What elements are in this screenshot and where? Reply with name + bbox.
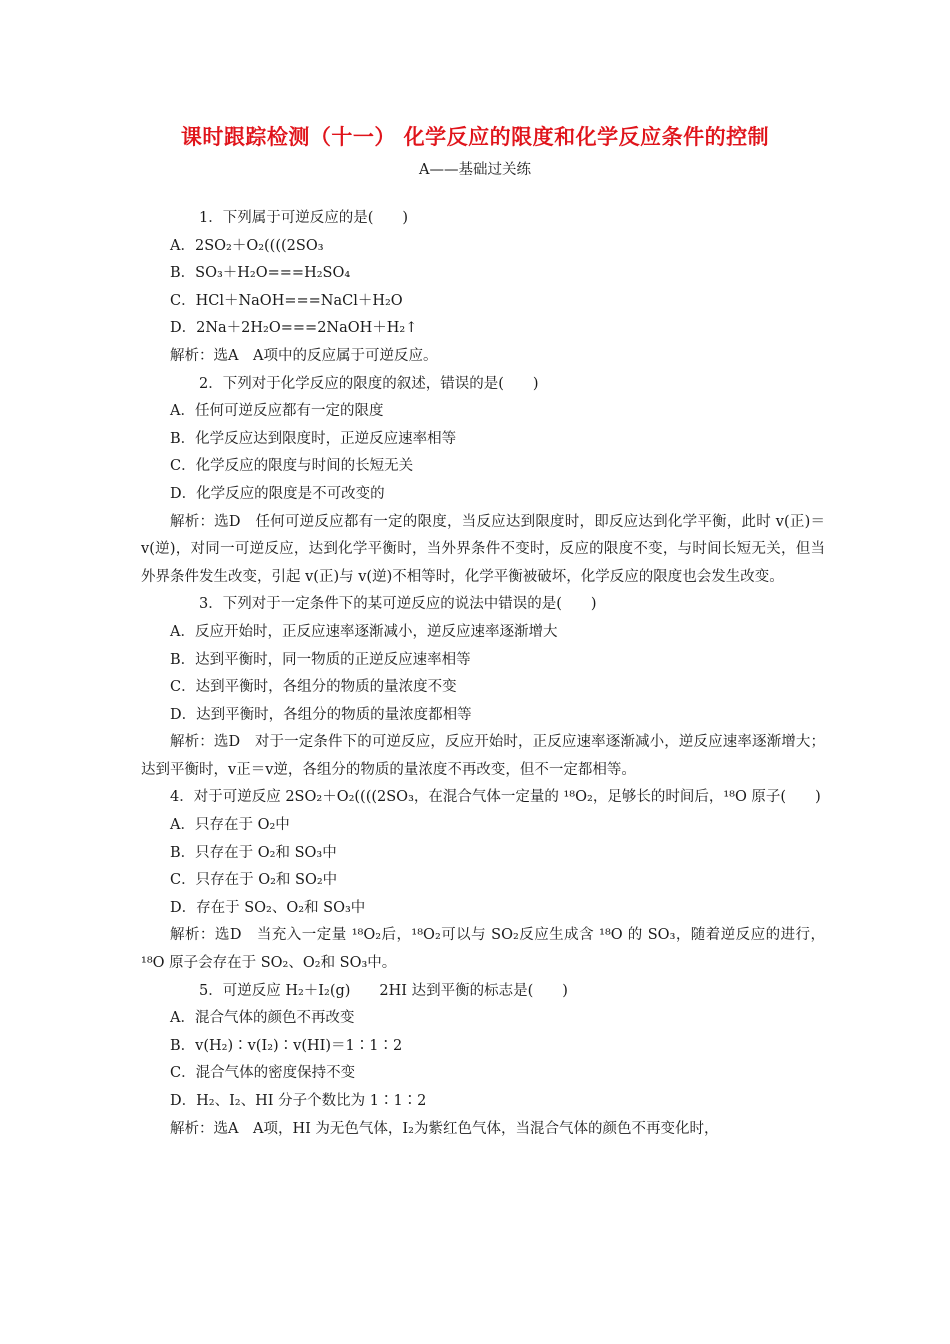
question-list [141, 205, 825, 1143]
question-2-option-a: A．任何可逆反应都有一定的限度 [170, 403, 384, 420]
question-2-stem: 2．下列对于化学反应的限度的叙述，错误的是( ) [199, 375, 539, 392]
question-4-stem: 4．对于可逆反应 2SO₂＋O₂((((2SO₃，在混合气体一定量的 ¹⁸O₂，足够长的时间后，¹⁸O 原子( ) [170, 789, 821, 806]
question-4-option-c: C．只存在于 O₂和 SO₂中 [170, 872, 338, 889]
question-2-analysis: 解析：选D 任何可逆反应都有一定的限度，当反应达到限度时，即反应达到化学平衡，此时 v(正)＝v(逆)，对同一可逆反应，达到化学平衡时，当外界条件不变时，反应的限度不变，与时间长短无关，但当外界条件发生改变，引起 v(正)与 v(逆)不相等时，化学平衡被破坏，化学反应的限度也会发生改变。 [141, 513, 825, 585]
question-2-option-c: C．化学反应的限度与时间的长短无关 [170, 458, 414, 475]
question-3-analysis: 解析：选D 对于一定条件下的可逆反应，反应开始时，正反应速率逐渐减小，逆反应速率逐渐增大；达到平衡时，v正＝v逆，各组分的物质的量浓度不再改变，但不一定都相等。 [141, 734, 825, 778]
section-subtitle: A——基础过关练 [419, 162, 531, 178]
question-5-stem: 5．可逆反应 H₂＋I₂(g) 2HI 达到平衡的标志是( ) [199, 982, 568, 999]
question-3-option-c: C．达到平衡时，各组分的物质的量浓度不变 [170, 679, 457, 696]
question-5-option-a: A．混合气体的颜色不再改变 [170, 1010, 355, 1027]
question-3-option-d: D．达到平衡时，各组分的物质的量浓度都相等 [170, 706, 472, 723]
question-5-option-c: C．混合气体的密度保持不变 [170, 1065, 356, 1082]
question-1-option-b: B．SO₃＋H₂O===H₂SO₄ [170, 265, 351, 282]
question-2-option-b: B．化学反应达到限度时，正逆反应速率相等 [170, 430, 457, 447]
question-1-option-a: A．2SO₂＋O₂((((2SO₃ [170, 237, 324, 254]
question-4-analysis: 解析：选D 当充入一定量 ¹⁸O₂后，¹⁸O₂可以与 SO₂反应生成含 ¹⁸O 的 SO₃，随着逆反应的进行，¹⁸O 原子会存在于 SO₂、O₂和 SO₃中。 [141, 927, 825, 972]
question-3-option-b: B．达到平衡时，同一物质的正逆反应速率相等 [170, 651, 471, 668]
question-1-analysis: 解析：选A A项中的反应属于可逆反应。 [170, 347, 438, 364]
question-5-option-d: D．H₂、I₂、HI 分子个数比为 1∶1∶2 [170, 1093, 427, 1109]
question-4-option-b: B．只存在于 O₂和 SO₃中 [170, 844, 337, 861]
question-4-option-d: D．存在于 SO₂、O₂和 SO₃中 [170, 899, 366, 916]
question-2-option-d: D．化学反应的限度是不可改变的 [170, 485, 385, 502]
question-1-option-d: D．2Na＋2H₂O===2NaOH＋H₂↑ [170, 320, 418, 337]
page-title: 课时跟踪检测（十一） 化学反应的限度和化学反应条件的控制 [180, 125, 770, 149]
question-5-analysis: 解析：选A A项，HI 为无色气体，I₂为紫红色气体，当混合气体的颜色不再变化时， [170, 1120, 719, 1137]
question-1-stem: 1．下列属于可逆反应的是( ) [199, 210, 409, 226]
question-1-option-c: C．HCl＋NaOH===NaCl＋H₂O [170, 292, 403, 309]
question-3-stem: 3．下列对于一定条件下的某可逆反应的说法中错误的是( ) [199, 596, 597, 613]
question-3-option-a: A．反应开始时，正反应速率逐渐减小，逆反应速率逐渐增大 [170, 623, 558, 640]
question-4-option-a: A．只存在于 O₂中 [170, 817, 290, 834]
question-5-option-b: B．v(H₂)∶v(I₂)∶v(HI)＝1∶1∶2 [170, 1037, 403, 1054]
